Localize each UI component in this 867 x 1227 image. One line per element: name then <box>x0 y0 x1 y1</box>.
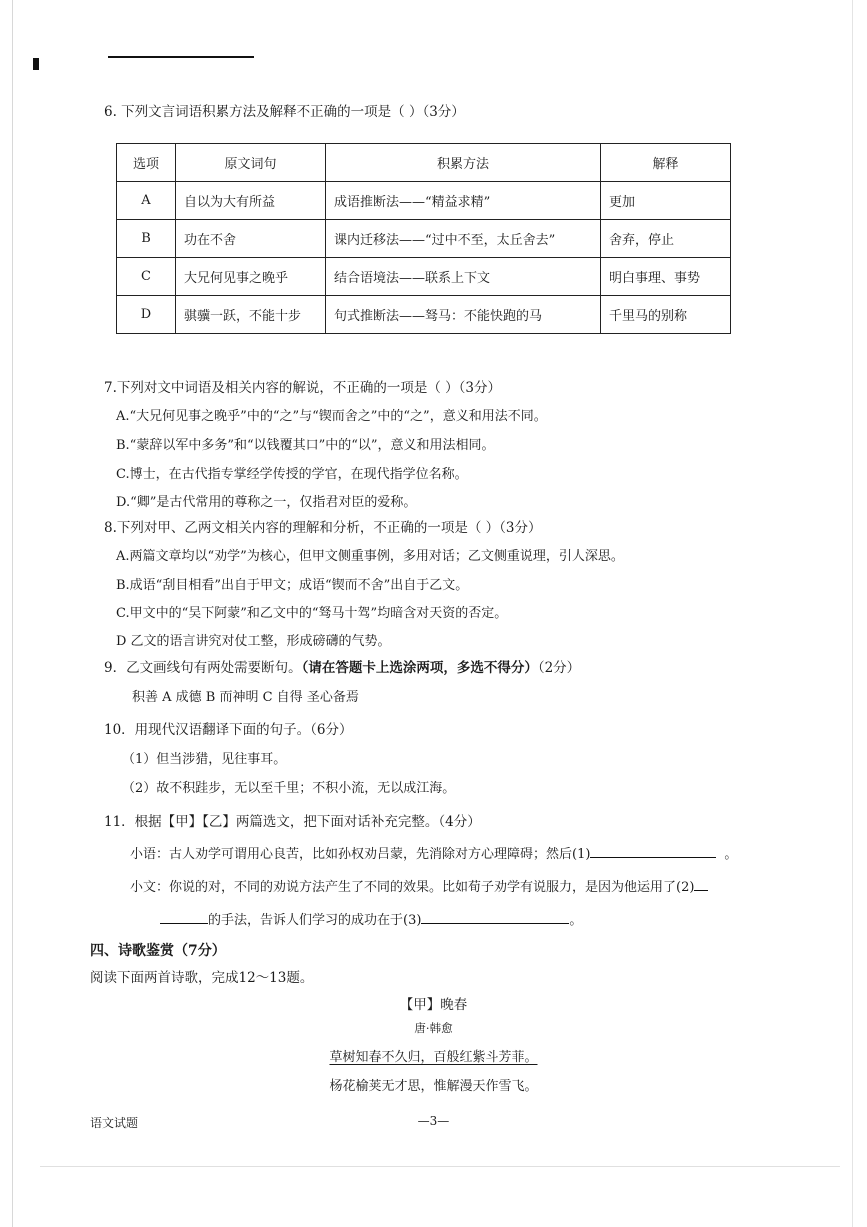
page-number: —3— <box>417 1114 450 1128</box>
poem-line-1-text: 草树知春不久归，百般红紫斗芳菲。 <box>329 1050 538 1065</box>
q11-xiaowen-end: 。 <box>569 913 583 928</box>
table-row <box>117 220 731 258</box>
cell-option: D <box>117 296 176 334</box>
cell-original: 骐骥一跃，不能十步 <box>176 296 326 334</box>
answer-blank-2a[interactable] <box>694 877 708 891</box>
table-row <box>117 182 731 220</box>
cell-option: B <box>117 220 176 258</box>
table-row <box>117 296 731 334</box>
scan-edge-left <box>12 0 13 1227</box>
answer-blank-2b[interactable] <box>160 910 208 924</box>
q8-option-b: B.成语“刮目相看”出自于甲文；成语“锲而不舍”出自于乙文。 <box>116 578 469 593</box>
q8-option-a: A.两篇文章均以“劝学”为核心，但甲文侧重事例，多用对话；乙文侧重说理，引人深思。 <box>116 549 624 564</box>
q11-xiaowen-2: 的手法，告诉人们学习的成功在于(3) <box>208 913 422 928</box>
header-original: 原文词句 <box>176 144 326 182</box>
answer-blank-1[interactable] <box>590 844 716 858</box>
cell-original: 自以为大有所益 <box>176 182 326 220</box>
q11-xiaowen-line-2 <box>160 909 582 928</box>
cell-method: 课内迁移法——“过中不至，太丘舍去” <box>326 220 601 258</box>
footer-subject: 语文试题 <box>90 1116 139 1130</box>
cell-meaning: 明白事理、事势 <box>601 258 731 296</box>
cell-original: 功在不舍 <box>176 220 326 258</box>
q10-item-1: （1）但当涉猎，见往事耳。 <box>122 752 287 767</box>
q9-sentence: 积善 A 成德 B 而神明 C 自得 圣心备焉 <box>132 690 359 705</box>
q9-score: （2分） <box>537 660 581 676</box>
q8-title: 8.下列对甲、乙两文相关内容的理解和分析，不正确的一项是（ ）（3分） <box>104 520 542 536</box>
scan-bottom-edge <box>40 1166 840 1167</box>
q11-title: 11．根据【甲】【乙】两篇选文，把下面对话补充完整。（4分） <box>104 814 481 830</box>
table-header-row <box>117 144 731 182</box>
q9-note: （请在答题卡上选涂两项，多选不得分） <box>301 660 538 676</box>
table-row <box>117 258 731 296</box>
q6-table <box>116 143 731 334</box>
q8-option-c: C.甲文中的“吴下阿蒙”和乙文中的“驽马十驾”均暗含对天资的否定。 <box>116 606 508 621</box>
cell-method: 句式推断法——驽马：不能快跑的马 <box>326 296 601 334</box>
cell-method: 结合语境法——联系上下文 <box>326 258 601 296</box>
answer-blank-3[interactable] <box>421 910 569 924</box>
header-method: 积累方法 <box>326 144 601 182</box>
poem-author: 唐·韩愈 <box>414 1021 453 1035</box>
section-4-intro: 阅读下面两首诗歌，完成12～13题。 <box>90 970 314 986</box>
cell-meaning: 舍弃，停止 <box>601 220 731 258</box>
q7-option-d: D.“卿”是古代常用的尊称之一，仅指君对臣的爱称。 <box>116 495 417 510</box>
q11-xiaoyu-line <box>130 843 737 862</box>
poem-line-1 <box>0 1046 867 1065</box>
cell-meaning: 千里马的别称 <box>601 296 731 334</box>
q11-xiaoyu: 小语：古人劝学可谓用心良苦，比如孙权劝吕蒙，先消除对方心理障碍；然后(1) <box>130 847 591 862</box>
q7-option-b: B.“蒙辞以军中多务”和“以钱覆其口”中的“以”，意义和用法相同。 <box>116 438 495 453</box>
cell-original: 大兄何见事之晚乎 <box>176 258 326 296</box>
q7-option-a: A.“大兄何见事之晚乎”中的“之”与“锲而舍之”中的“之”，意义和用法不同。 <box>116 409 547 424</box>
q10-item-2: （2）故不积跬步，无以至千里；不积小流，无以成江海。 <box>122 781 456 796</box>
cell-method: 成语推断法——“精益求精” <box>326 182 601 220</box>
q6-title: 6. 下列文言词语积累方法及解释不正确的一项是（ ）（3分） <box>104 104 465 120</box>
q8-option-d: D 乙文的语言讲究对仗工整，形成磅礴的气势。 <box>116 634 391 649</box>
scan-edge-right <box>852 0 853 1227</box>
cell-option: C <box>117 258 176 296</box>
q11-xiaoyu-end: 。 <box>724 847 738 862</box>
q7-option-c: C.博士，在古代指专掌经学传授的学官，在现代指学位名称。 <box>116 467 468 482</box>
cell-option: A <box>117 182 176 220</box>
q11-xiaowen-line-1 <box>130 876 708 895</box>
registration-mark <box>33 58 39 70</box>
poem-title: 【甲】晚春 <box>399 997 468 1013</box>
q9-title: 9．乙文画线句有两处需要断句。 <box>104 660 302 676</box>
section-4-heading: 四、诗歌鉴赏（7分） <box>90 943 226 959</box>
q9-title-line <box>104 656 580 676</box>
q7-title: 7.下列对文中词语及相关内容的解说，不正确的一项是（ ）（3分） <box>104 380 502 396</box>
q10-title: 10．用现代汉语翻译下面的句子。（6分） <box>104 722 353 738</box>
header-meaning: 解释 <box>601 144 731 182</box>
q11-xiaowen-1: 小文：你说的对，不同的劝说方法产生了不同的效果。比如荀子劝学有说服力，是因为他运用了(2) <box>130 880 695 895</box>
poem-line-2: 杨花榆荚无才思，惟解漫天作雪飞。 <box>329 1079 538 1094</box>
cell-meaning: 更加 <box>601 182 731 220</box>
top-rule <box>108 56 254 58</box>
header-option: 选项 <box>117 144 176 182</box>
